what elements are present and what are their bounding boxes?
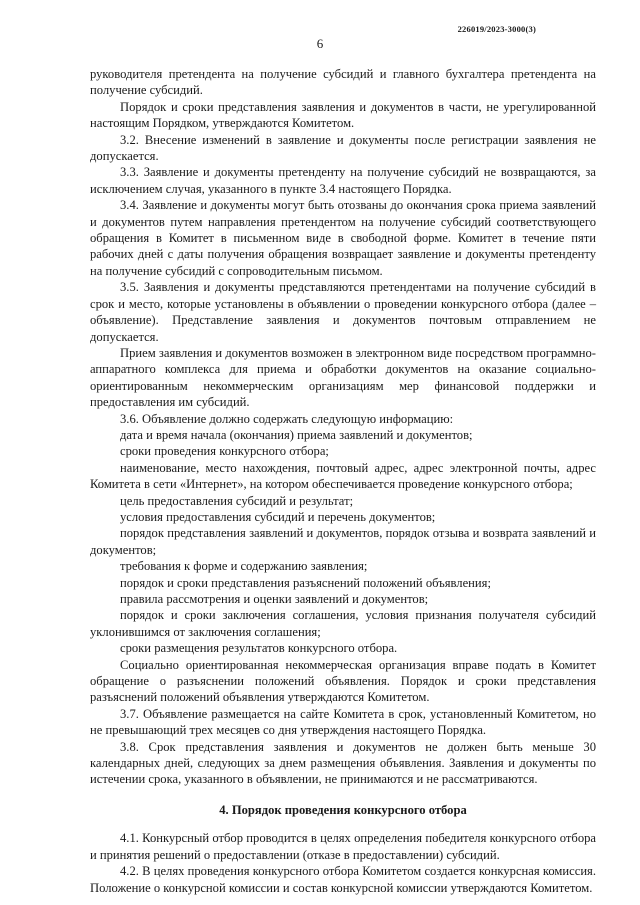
paragraph: Порядок и сроки представления заявления и документов в части, не урегулированной настоящим Порядком, утверждаются Комитетом.	[90, 99, 596, 131]
document-id: 226019/2023-3000(3)	[457, 24, 536, 34]
paragraph: 3.2. Внесение изменений в заявление и документы после регистрации заявления не допускается.	[90, 132, 596, 164]
paragraph: 3.5. Заявления и документы представляются претендентами на получение субсидий в срок и место, которые установлены в объявлении о проведении конкурсного отбора (далее – объявление). Представление заявления и документов почтовым отправлением не допускается.	[90, 280, 596, 344]
list-item: порядок и сроки представления разъяснений положений объявления;	[120, 575, 491, 590]
paragraph: Прием заявления и документов возможен в электронном виде посредством программно-аппаратного комплекса для приема и обработки документов на оказание социально-ориентированным некоммерческим организациям мер финансовой поддержки и предоставления им субсидий.	[90, 345, 596, 410]
list-item: правила рассмотрения и оценки заявлений и документов;	[120, 592, 429, 606]
paragraph: 3.3. Заявление и документы претенденту на получение субсидий не возвращаются, за исключением случая, указанного в пункте 3.4 настоящего Порядка.	[90, 165, 596, 196]
document-body	[90, 66, 596, 896]
list-item: сроки проведения конкурсного отбора;	[120, 444, 329, 459]
paragraph: 3.4. Заявление и документы могут быть отозваны до окончания срока приема заявлений и документов путем направления претендентом на получение субсидий соответствующего обращения в Комитет в письменном виде в свободной форме. Комитет в течение пяти рабочих дней с даты получения обращения возвращает заявление и документы претенденту на получение субсидий с сопроводительным письмом.	[90, 198, 596, 278]
paragraph: 4.2. В целях проведения конкурсного отбора Комитетом создается конкурсная комиссия. Положение о конкурсной комиссии и состав конкурсной комиссии утверждаются Комитетом.	[90, 864, 596, 895]
list-item: условия предоставления субсидий и перечень документов;	[120, 509, 436, 524]
list-item: порядок и сроки заключения соглашения, условия признания получателя субсидий уклонившимся от заключения соглашения;	[90, 608, 596, 639]
list-item: требования к форме и содержанию заявления;	[120, 559, 368, 574]
list-item: наименование, место нахождения, почтовый адрес, адрес электронной почты, адрес Комитета в сети «Интернет», на котором обеспечивается проведение конкурсного отбора;	[90, 460, 596, 492]
list-item: порядок представления заявлений и документов, порядок отзыва и возврата заявлений и документов;	[90, 526, 596, 557]
paragraph: 3.7. Объявление размещается на сайте Комитета в срок, установленный Комитетом, но не превышающий трех месяцев со дня утверждения настоящего Порядка.	[90, 706, 596, 738]
section-heading: 4. Порядок проведения конкурсного отбора	[219, 802, 467, 817]
paragraph: руководителя претендента на получение субсидий и главного бухгалтера претендента на получение субсидий.	[90, 67, 596, 98]
paragraph: 3.6. Объявление должно содержать следующую информацию:	[120, 411, 454, 426]
list-item: цель предоставления субсидий и результат;	[120, 493, 354, 508]
list-item: дата и время начала (окончания) приема заявлений и документов;	[120, 427, 473, 442]
paragraph: 3.8. Срок представления заявления и документов не должен быть меньше 30 календарных дней, следующих за днем размещения объявления. Заявления и документы по истечении срока, указанного в объявлении, не принимаются и не рассматриваются.	[90, 739, 596, 787]
page-number: 6	[316, 36, 324, 51]
list-item: сроки размещения результатов конкурсного отбора.	[120, 641, 398, 656]
paragraph: 4.1. Конкурсный отбор проводится в целях определения победителя конкурсного отбора и принятия решений о предоставлении (отказе в предоставлении) субсидий.	[90, 831, 596, 862]
paragraph: Социально ориентированная некоммерческая организация вправе подать в Комитет обращение о разъяснении положений объявления. Порядок и сроки представления разъяснений положений объявления утверждаются Комитетом.	[90, 657, 596, 705]
